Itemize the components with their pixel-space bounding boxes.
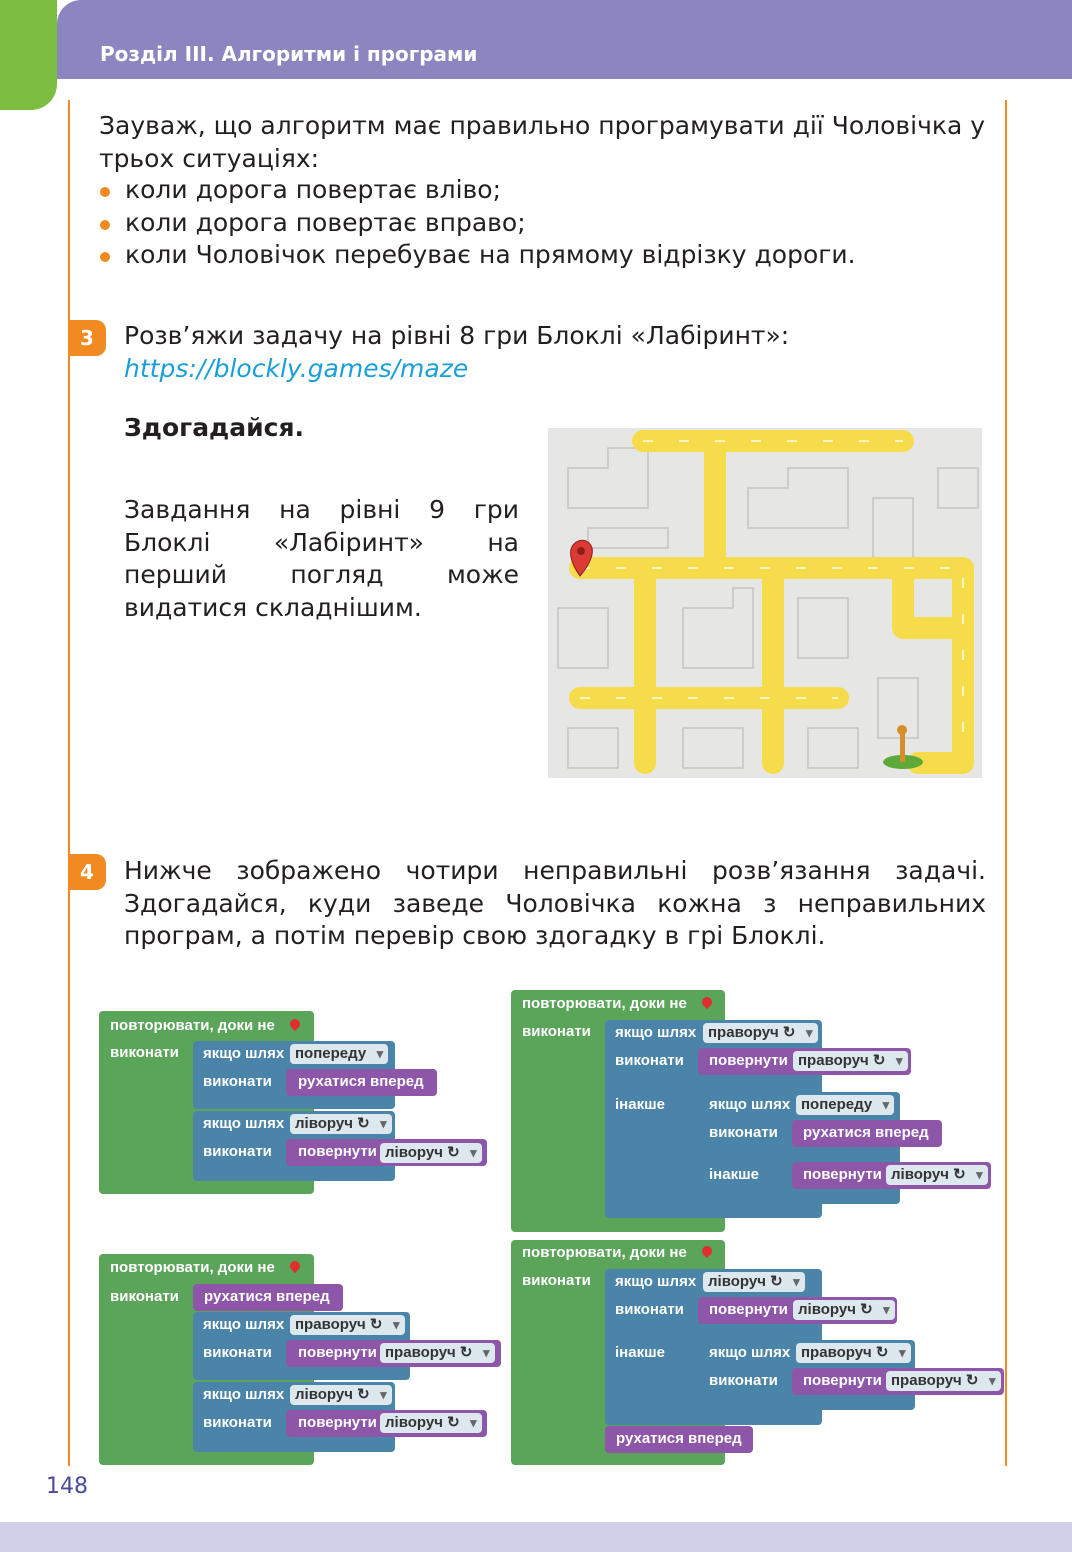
direction-dropdown[interactable]: ліворуч ↻ ▾ — [703, 1272, 805, 1292]
if-label: якщо шлях — [615, 1024, 697, 1041]
direction-dropdown[interactable]: праворуч ↻ ▾ — [380, 1343, 495, 1363]
task4-text: Нижче зображено чотири неправильні розв’язання задачі. Здогадайся, куди заведе Чоловічка кожна з неправильних програм, а потім перевір свою здогадку в грі Блоклі. — [124, 856, 986, 950]
else-label: інакше — [615, 1344, 665, 1361]
do-label: виконати — [203, 1414, 272, 1431]
direction-dropdown[interactable]: ліворуч ↻ ▾ — [290, 1114, 392, 1134]
if-label: якщо шлях — [203, 1115, 285, 1132]
do-label: виконати — [615, 1301, 684, 1318]
task-number-3: 3 — [68, 320, 106, 356]
bullet-item: коли дорога повертає вліво; — [99, 174, 856, 207]
direction-dropdown[interactable]: ліворуч ↻ ▾ — [380, 1413, 482, 1433]
repeat-label: повторювати, доки не — [110, 1017, 275, 1034]
repeat-label: повторювати, доки не — [522, 1244, 687, 1261]
if-label: якщо шлях — [203, 1045, 285, 1062]
else-label: інакше — [709, 1166, 759, 1183]
chapter-header — [57, 0, 1072, 79]
hint-text: Завдання на рівні 9 гри Блоклі «Лабіринт» на перший погляд може видатися складнішим. — [124, 495, 519, 622]
do-label: виконати — [203, 1344, 272, 1361]
action-label: повернути — [298, 1344, 377, 1361]
do-label: виконати — [110, 1288, 179, 1305]
direction-dropdown[interactable]: ліворуч ↻ ▾ — [886, 1165, 988, 1185]
repeat-label: повторювати, доки не — [522, 995, 687, 1012]
action-label: повернути — [298, 1143, 377, 1160]
do-label: виконати — [615, 1052, 684, 1069]
task-number-4: 4 — [68, 854, 106, 890]
if-label: якщо шлях — [203, 1386, 285, 1403]
do-label: виконати — [203, 1143, 272, 1160]
action-label: повернути — [803, 1372, 882, 1389]
left-margin-line — [68, 100, 70, 1466]
if-label: якщо шлях — [203, 1316, 285, 1333]
action-label: повернути — [298, 1414, 377, 1431]
do-label: виконати — [203, 1073, 272, 1090]
task3-statement: Розв’яжи задачу на рівні 8 гри Блоклі «Лабіринт»: — [124, 321, 790, 350]
direction-dropdown[interactable]: праворуч ↻ ▾ — [703, 1023, 818, 1043]
direction-dropdown[interactable]: попереду ▾ — [290, 1044, 388, 1064]
if-label: якщо шлях — [709, 1096, 791, 1113]
direction-dropdown[interactable]: праворуч ↻ ▾ — [793, 1051, 908, 1071]
action-label: рухатися вперед — [298, 1073, 424, 1090]
do-label: виконати — [522, 1023, 591, 1040]
direction-dropdown[interactable]: ліворуч ↻ ▾ — [290, 1385, 392, 1405]
maze-link[interactable]: https://blockly.games/maze — [124, 353, 469, 383]
direction-dropdown[interactable]: праворуч ↻ ▾ — [290, 1315, 405, 1335]
hint-title: Здогадайся. — [124, 413, 305, 442]
intro-text: Зауваж, що алгоритм має правильно програмувати дії Чоловічка у трьох ситуаціях: — [99, 111, 986, 173]
bullet-item: коли дорога повертає вправо; — [99, 207, 856, 240]
maze-illustration — [548, 428, 982, 778]
footer-band — [0, 1522, 1072, 1552]
direction-dropdown[interactable]: праворуч ↻ ▾ — [796, 1343, 911, 1363]
direction-dropdown[interactable]: праворуч ↻ ▾ — [886, 1371, 1001, 1391]
right-margin-line — [1005, 100, 1007, 1466]
if-label: якщо шлях — [709, 1344, 791, 1361]
chapter-title: Розділ ІІІ. Алгоритми і програми — [100, 42, 478, 66]
corner-tab — [0, 0, 57, 110]
do-label: виконати — [709, 1124, 778, 1141]
action-label: повернути — [709, 1301, 788, 1318]
if-label: якщо шлях — [615, 1273, 697, 1290]
direction-dropdown[interactable]: ліворуч ↻ ▾ — [380, 1143, 482, 1163]
do-label: виконати — [522, 1272, 591, 1289]
action-label: повернути — [803, 1166, 882, 1183]
do-label: виконати — [709, 1372, 778, 1389]
repeat-label: повторювати, доки не — [110, 1259, 275, 1276]
action-label: повернути — [709, 1052, 788, 1069]
intro-bullets — [99, 174, 856, 272]
page-number: 148 — [46, 1474, 88, 1499]
action-label: рухатися вперед — [616, 1430, 742, 1447]
action-label: рухатися вперед — [204, 1288, 330, 1305]
else-label: інакше — [615, 1096, 665, 1113]
bullet-item: коли Чоловічок перебуває на прямому відрізку дороги. — [99, 239, 856, 272]
direction-dropdown[interactable]: ліворуч ↻ ▾ — [793, 1300, 895, 1320]
action-label: рухатися вперед — [803, 1124, 929, 1141]
task3-text — [124, 320, 994, 385]
do-label: виконати — [110, 1044, 179, 1061]
direction-dropdown[interactable]: попереду ▾ — [796, 1095, 894, 1115]
